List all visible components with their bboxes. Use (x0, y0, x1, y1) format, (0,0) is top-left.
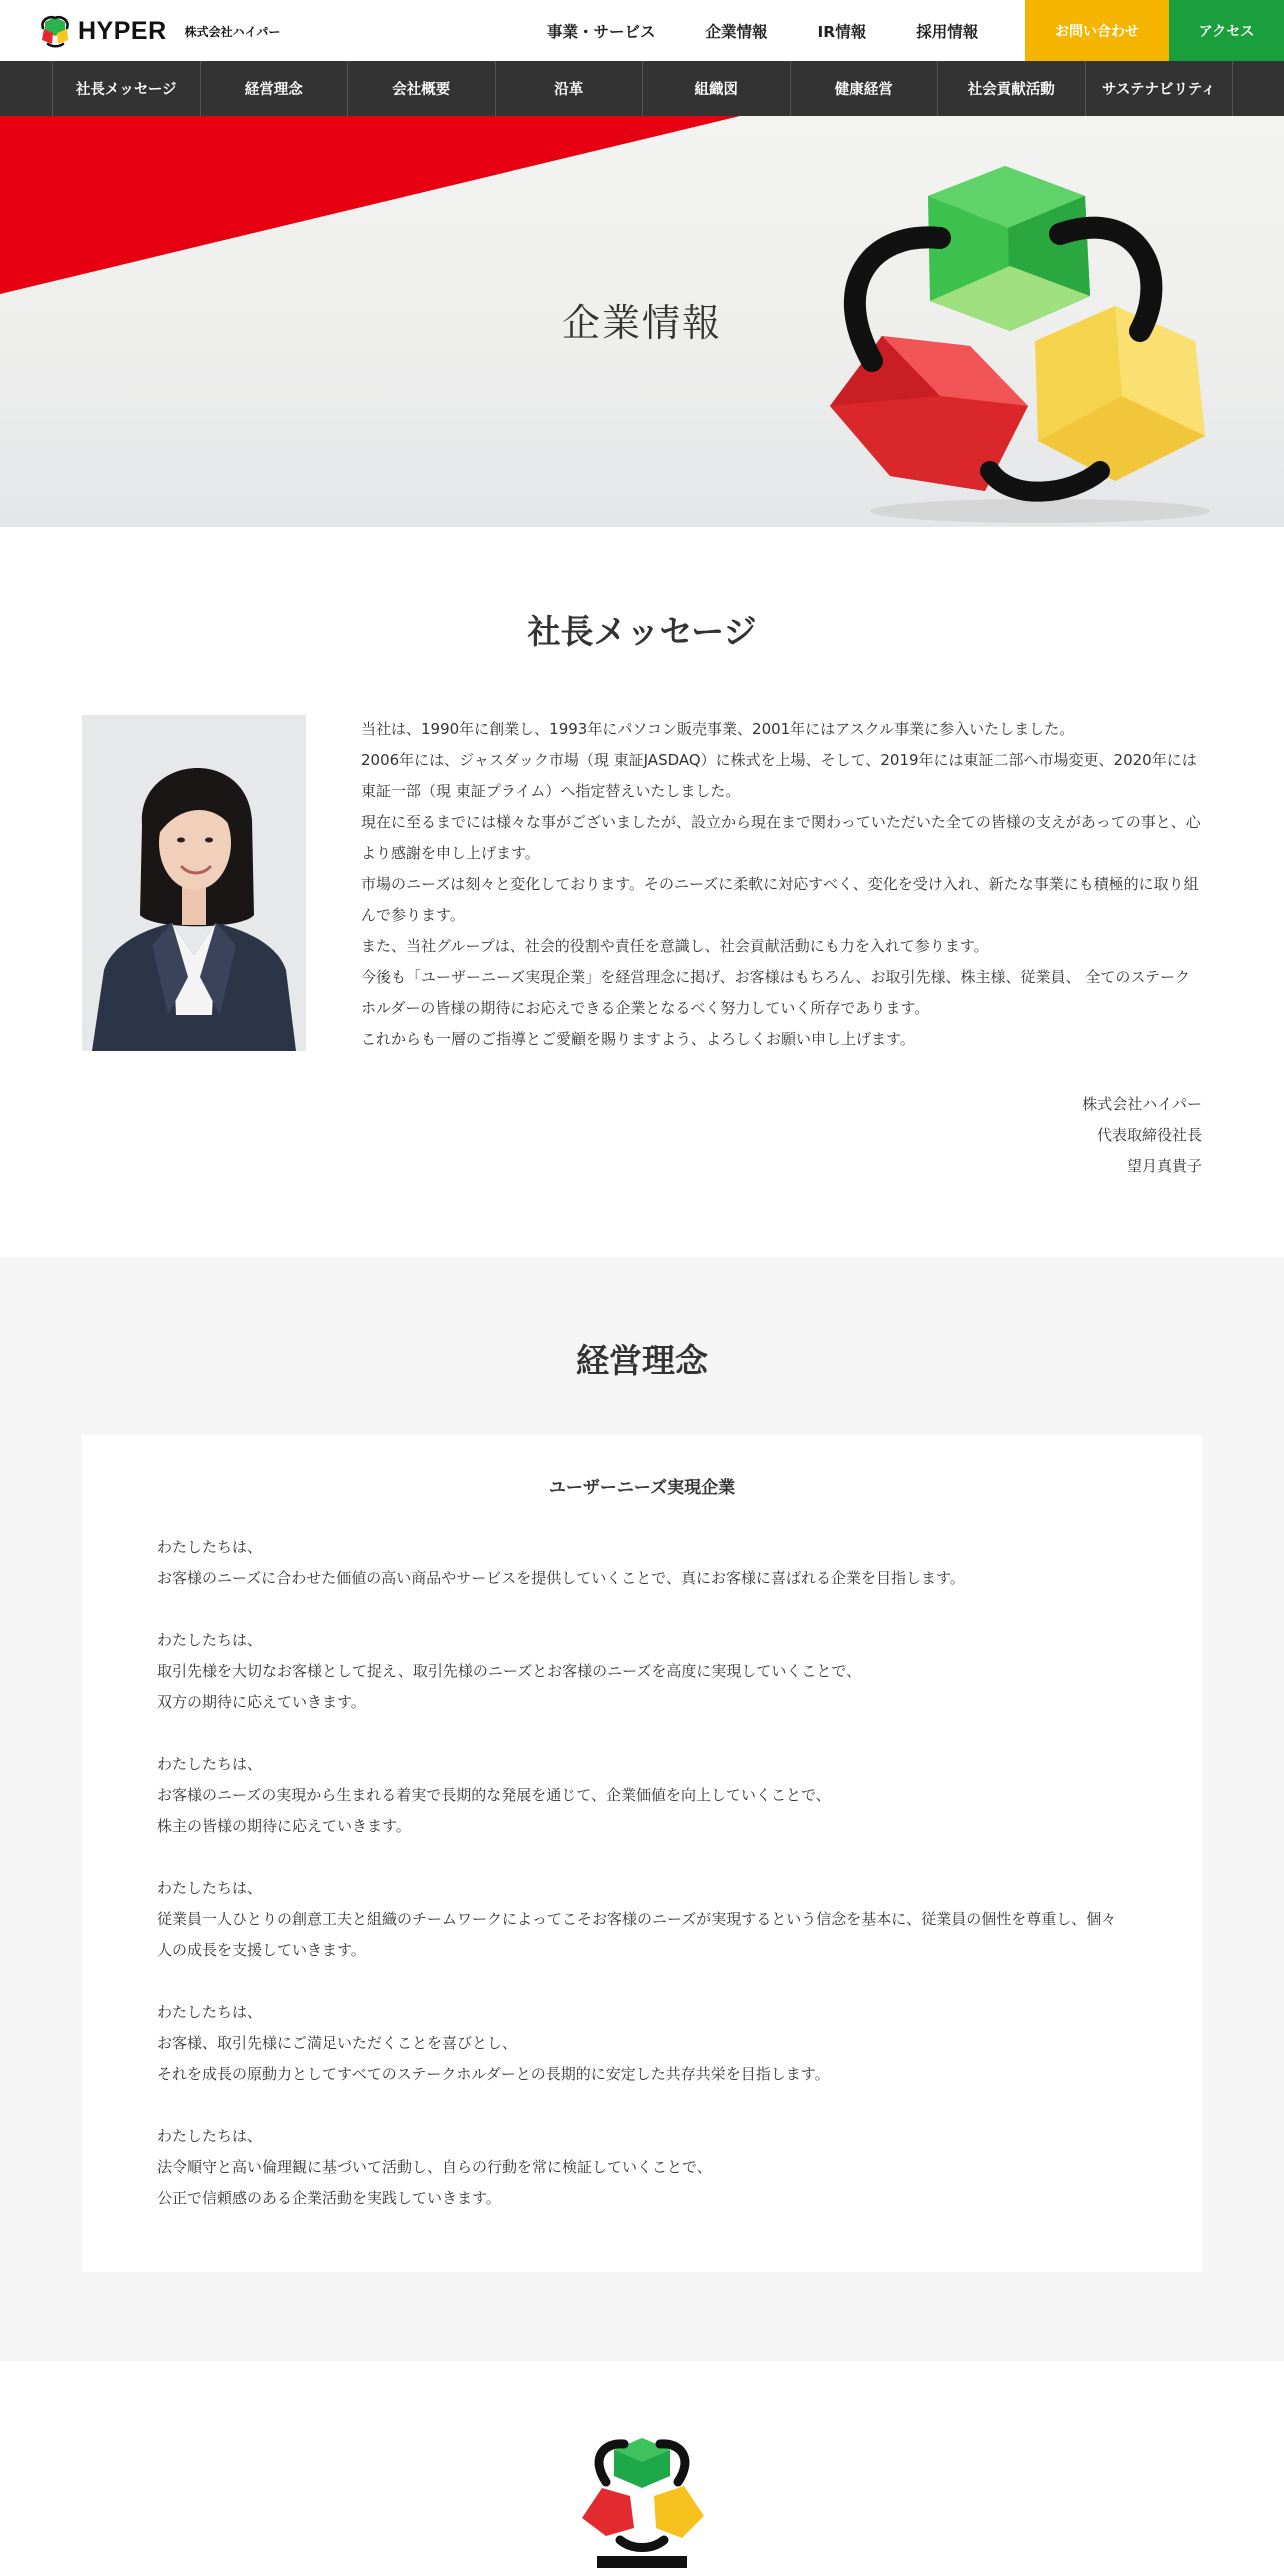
president-message-text (361, 714, 1205, 1055)
philosophy-line: わたしたちは、 (157, 1631, 263, 1649)
philosophy-block (157, 1625, 1127, 1718)
message-paragraph: 市場のニーズは刻々と変化しております。そのニーズに柔軟に対応すべく、変化を受け入れ、新たな事業にも積極的に取り組んで参ります。 (361, 875, 1199, 924)
philosophy-line: それを成長の原動力としてすべてのステークホルダーとの長期的に安定した共存共栄を目指します。 (157, 2065, 830, 2083)
company-name: 株式会社ハイパー (184, 24, 281, 39)
message-paragraph: 現在に至るまでには様々な事がございましたが、設立から現在まで関わっていただいた全ての皆様の支えがあっての事と、心より感謝を申し上げます。 (361, 813, 1201, 862)
nav-business-services[interactable]: 事業・サービス (547, 22, 656, 41)
signature-company: 株式会社ハイパー (1082, 1095, 1202, 1113)
hyper-logo-icon (38, 14, 72, 48)
philosophy-line: 株主の皆様の期待に応えていきます。 (157, 1817, 411, 1835)
signature-position: 代表取締役社長 (1096, 1126, 1202, 1144)
logo-text: HYPER (78, 16, 167, 45)
subnav-company-overview[interactable]: 会社概要 (348, 61, 496, 116)
philosophy-line: わたしたちは、 (157, 2003, 263, 2021)
site-footer (0, 2361, 1284, 2568)
philosophy-line: わたしたちは、 (157, 1755, 263, 1773)
philosophy-block (157, 1749, 1127, 1842)
hyper-logo-sculpture-icon (810, 136, 1230, 526)
philosophy-block (157, 1997, 1127, 2090)
subnav-health-management[interactable]: 健康経営 (791, 61, 939, 116)
philosophy-line: お客様のニーズの実現から生まれる着実で長期的な発展を通じて、企業価値を向上していくことで、 (157, 1786, 831, 1804)
philosophy-block (157, 1532, 1127, 1594)
contact-button[interactable]: お問い合わせ (1025, 0, 1169, 61)
president-photo (82, 715, 306, 1051)
hero-banner (0, 116, 1284, 527)
nav-ir-info[interactable]: IR情報 (817, 22, 867, 41)
philosophy-line: 従業員一人ひとりの創意工夫と組織のチームワークによってこそお客様のニーズが実現するという信念を基本に、従業員の個性を尊重し、個々人の成長を支援していきます。 (157, 1910, 1117, 1959)
philosophy-heading: ユーザーニーズ実現企業 (548, 1478, 736, 1498)
message-paragraph: また、当社グループは、社会的役割や責任を意識し、社会貢献活動にも力を入れて参ります。 (361, 937, 989, 955)
philosophy-block (157, 1873, 1127, 1966)
signature-name: 望月真貴子 (1126, 1157, 1202, 1175)
signature (1082, 1089, 1202, 1182)
subnav-president-message[interactable]: 社長メッセージ (53, 61, 201, 116)
philosophy-line: お客様、取引先様にご満足いただくことを喜びとし、 (157, 2034, 518, 2052)
nav-corporate-info[interactable]: 企業情報 (705, 22, 768, 41)
message-paragraph: 当社は、1990年に創業し、1993年にパソコン販売事業、2001年にはアスクル事業に参入いたしました。 (361, 720, 1075, 738)
site-header (0, 0, 1284, 61)
philosophy-line: お客様のニーズに合わせた価値の高い商品やサービスを提供していくことで、真にお客様に喜ばれる企業を目指します。 (157, 1569, 965, 1587)
global-nav (522, 0, 1003, 61)
philosophy-line: 公正で信頼感のある企業活動を実践していきます。 (157, 2189, 501, 2207)
philosophy-line: わたしたちは、 (157, 2127, 263, 2145)
philosophy-line: 双方の期待に応えていきます。 (157, 1693, 366, 1711)
subnav-history[interactable]: 沿革 (496, 61, 644, 116)
corporate-subnav (0, 61, 1284, 116)
site-logo[interactable] (38, 14, 280, 48)
footer-logo-icon[interactable] (562, 2428, 722, 2568)
section-title-philosophy: 経営理念 (576, 1341, 708, 1380)
philosophy-line: 法令順守と高い倫理観に基づいて活動し、自らの行動を常に検証していくことで、 (157, 2158, 712, 2176)
message-paragraph: 今後も「ユーザーニーズ実現企業」を経営理念に掲げ、お客様はもちろん、お取引先様、株主様、従業員、 全てのステークホルダーの皆様の期待にお応えできる企業となるべく努力していく所存であります。 (361, 968, 1191, 1017)
philosophy-line: わたしたちは、 (157, 1879, 263, 1897)
philosophy-line: わたしたちは、 (157, 1538, 263, 1556)
message-paragraph: これからも一層のご指導とご愛顧を賜りますよう、よろしくお願い申し上げます。 (361, 1030, 915, 1048)
philosophy-block (157, 2121, 1127, 2214)
subnav-social-contribution[interactable]: 社会貢献活動 (938, 61, 1086, 116)
philosophy-text (157, 1532, 1127, 2245)
nav-recruit[interactable]: 採用情報 (916, 22, 979, 41)
subnav-organization[interactable]: 組織図 (643, 61, 791, 116)
message-paragraph: 2006年には、ジャスダック市場（現 東証JASDAQ）に株式を上場、そして、2019年には東証二部へ市場変更、2020年には東証一部（現 東証プライム）へ指定替えいたしました。 (361, 751, 1197, 800)
access-button[interactable]: アクセス (1169, 0, 1284, 61)
subnav-philosophy[interactable]: 経営理念 (201, 61, 349, 116)
subnav-sustainability[interactable]: サステナビリティ (1086, 61, 1234, 116)
president-portrait-icon (82, 715, 306, 1051)
hero-red-stripe (0, 116, 760, 416)
section-title-message: 社長メッセージ (527, 612, 757, 651)
page-title: 企業情報 (561, 301, 722, 345)
philosophy-line: 取引先様を大切なお客様として捉え、取引先様のニーズとお客様のニーズを高度に実現していくことで、 (157, 1662, 862, 1680)
